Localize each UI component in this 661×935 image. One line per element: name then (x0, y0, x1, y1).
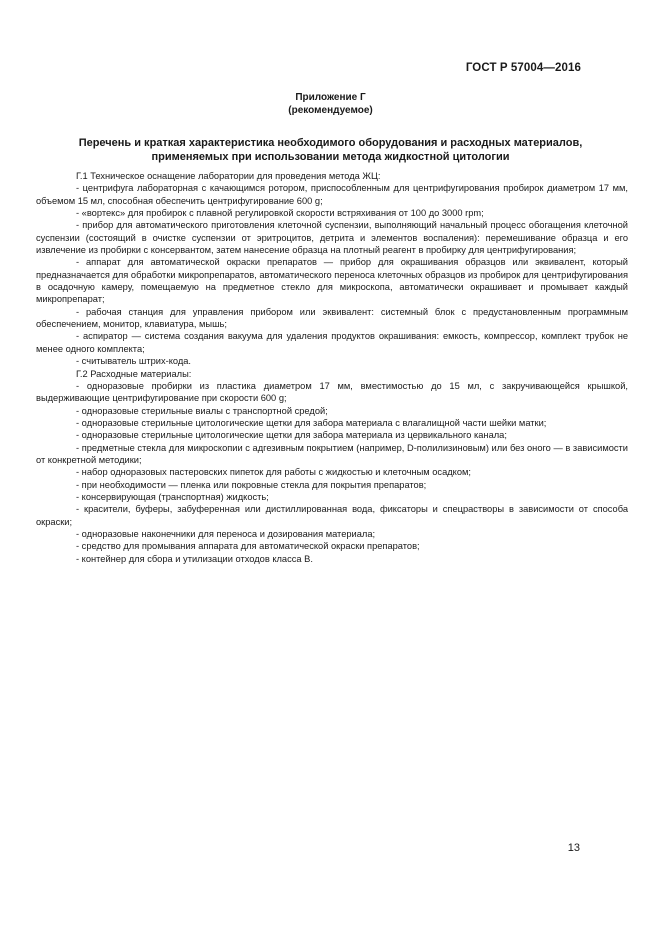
list-item: - одноразовые стерильные цитологические щетки для забора материала с влагалищной части шейки матки; (76, 417, 547, 428)
list-item: - средство для промывания аппарата для автоматической окраски препаратов; (76, 541, 420, 552)
list-item: - одноразовые наконечники для переноса и дозирования материала; (76, 528, 376, 539)
annex-status: (рекомендуемое) (288, 105, 373, 116)
section-heading-g1: Г.1 Техническое оснащение лаборатории для проведения метода ЖЦ: (76, 171, 381, 181)
annex-label: Приложение Г (295, 92, 366, 103)
list-item: - считыватель штрих-кода. (76, 356, 192, 367)
annex-title-line-2: применяемых при использовании метода жидкостной цитологии (151, 151, 510, 163)
annex-title-line-1: Перечень и краткая характеристика необходимого оборудования и расходных материалов, (78, 137, 583, 149)
list-item: - центрифуга лабораторная с качающимся ротором, приспособленным для центрифугирования пробирок диаметром 17 мм, объемом 15 мл, способная обеспечить центрифугирование 600 g; (36, 183, 628, 206)
list-item: - набор одноразовых пастеровских пипеток для работы с жидкостью и клеточным осадком; (76, 467, 471, 478)
list-item: - аппарат для автоматической окраски препаратов — прибор для окрашивания образцов или эквивалент, который предназначается для обработки микропрепаратов, автоматического переноса клеточных образцов из пробирок для центрифугирования в осадочную камеру, помещаемую на предметное стекло для микроскопа, автоматически окрашивает и промывает каждый микропрепарат; (36, 257, 628, 305)
annex-heading (0, 91, 661, 117)
list-item: - консервирующая (транспортная) жидкость; (76, 491, 269, 502)
list-item: - рабочая станция для управления прибором или эквивалент: системный блок с предустановленным программным обеспечением, монитор, клавиатура, мышь; (36, 306, 628, 330)
list-item: - аспиратор — система создания вакуума для удаления продуктов окрашивания: емкость, компрессор, комплект трубок не менее одного комплекта; (36, 331, 628, 354)
annex-title (40, 136, 621, 164)
section-heading-g2: Г.2 Расходные материалы: (76, 368, 192, 379)
list-item: - красители, буферы, забуференная или дистиллированная вода, фиксаторы и спецрастворы в зависимости от способа окраски; (36, 504, 628, 527)
page-number: 13 (567, 842, 580, 854)
list-item: - прибор для автоматического приготовления клеточной суспензии, выполняющий начальный процесс обогащения клеточной суспензии (состоящий в очистке суспензии от эритроцитов, детрита и элементов воспаления): перемешивание образца и его извлечение из пробирки с консервантом, затем нанесение образца на плотный реагент в пробирку для центрифугирования; (36, 220, 628, 256)
list-item: - одноразовые стерильные виалы с транспортной средой; (76, 405, 328, 416)
annex-body (36, 170, 628, 565)
list-item: - «вортекс» для пробирок с плавной регулировкой скорости встряхивания от 100 до 3000 rpm; (76, 208, 484, 219)
list-item: - одноразовые стерильные цитологические щетки для забора материала из цервикального канала; (76, 430, 507, 441)
list-item: - при необходимости — пленка или покровные стекла для покрытия препаратов; (76, 479, 427, 490)
list-item: - предметные стекла для микроскопии с адгезивным покрытием (например, D-полилизиновым) или без оного — в зависимости от конкретной методики; (36, 442, 628, 465)
list-item: - контейнер для сбора и утилизации отходов класса В. (76, 553, 313, 564)
document-code: ГОСТ Р 57004—2016 (465, 62, 581, 74)
list-item: - одноразовые пробирки из пластика диаметром 17 мм, вместимостью до 15 мл, с закручивающейся крышкой, выдерживающие центрифугирование при скорости 600 g; (36, 380, 628, 404)
